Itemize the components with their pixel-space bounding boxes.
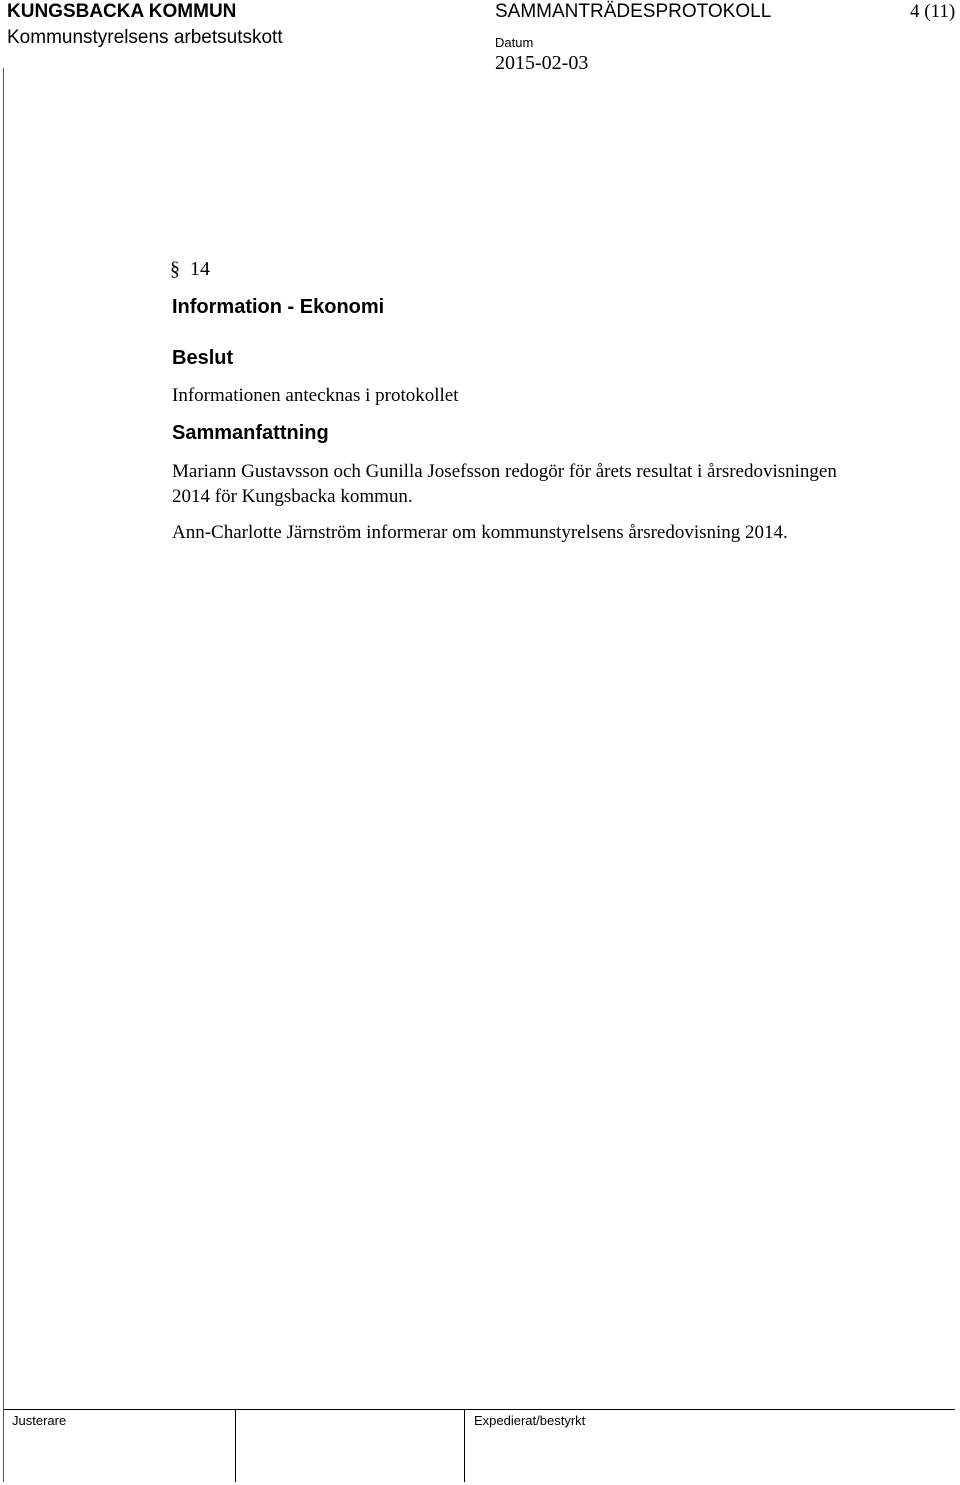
- beslut-text: Informationen antecknas i protokollet: [172, 385, 459, 406]
- justerare-label: Justerare: [12, 1413, 67, 1428]
- beslut-heading: Beslut: [172, 347, 234, 369]
- paragraph-number-row: [170, 258, 210, 281]
- footer-divider-1: [235, 1410, 236, 1482]
- date-value: 2015-02-03: [495, 52, 589, 74]
- item-title: Information - Ekonomi: [172, 296, 385, 318]
- left-margin-rule: [3, 68, 4, 1482]
- section-symbol: §: [170, 258, 180, 280]
- date-label: Datum: [495, 35, 534, 50]
- footer-rule: [4, 1409, 955, 1410]
- organization-name: KUNGSBACKA KOMMUN: [7, 1, 237, 22]
- document-type: SAMMANTRÄDESPROTOKOLL: [495, 1, 772, 22]
- organization-unit: Kommunstyrelsens arbetsutskott: [7, 27, 283, 48]
- sammanfattning-heading: Sammanfattning: [172, 422, 329, 444]
- paragraph-number: 14: [190, 258, 210, 280]
- page-number: 4 (11): [910, 1, 956, 22]
- expedierat-label: Expedierat/bestyrkt: [474, 1413, 586, 1428]
- sammanfattning-paragraph-1: Mariann Gustavsson och Gunilla Josefsson redogör för årets resultat i årsredovisningen 2014 för Kungsbacka kommun.: [172, 461, 837, 507]
- footer-divider-2: [464, 1410, 465, 1482]
- sammanfattning-paragraph-2: Ann-Charlotte Järnström informerar om kommunstyrelsens årsredovisning 2014.: [172, 522, 788, 543]
